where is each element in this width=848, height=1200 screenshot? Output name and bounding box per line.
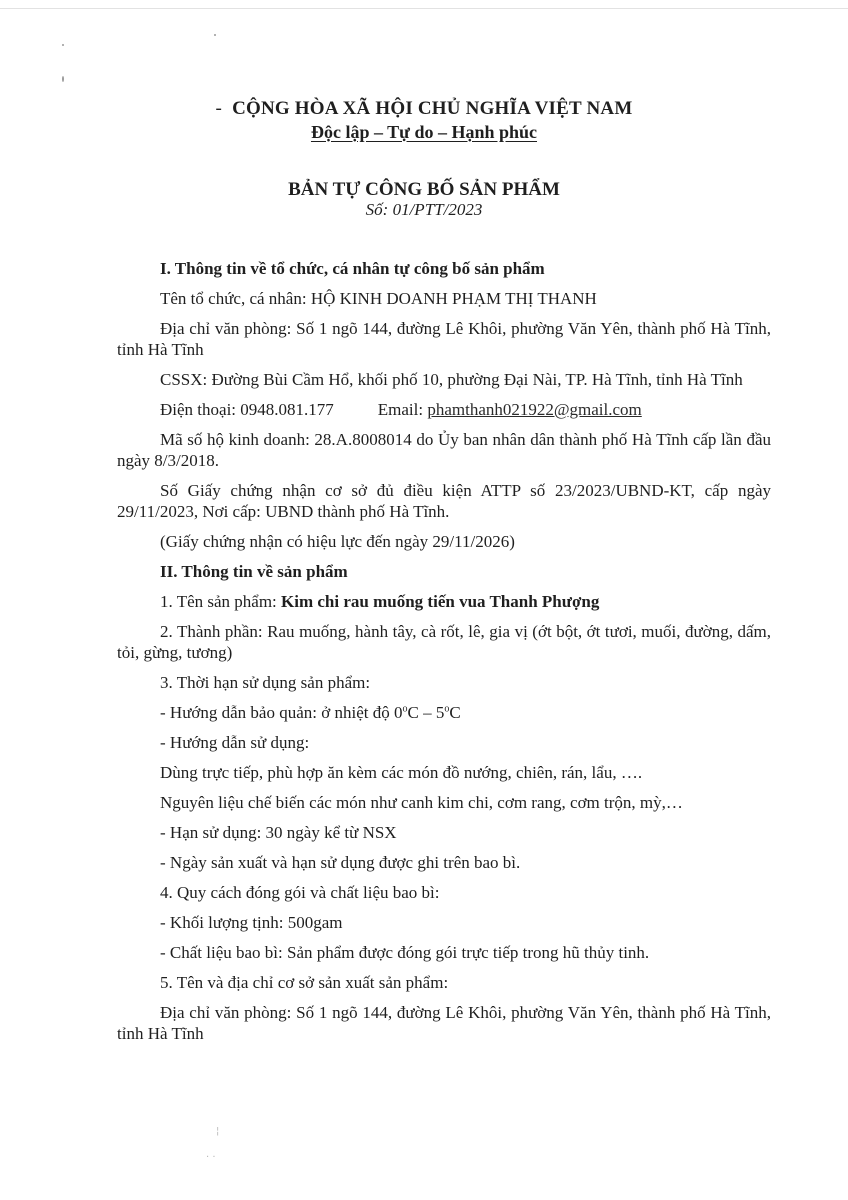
usage-line: Nguyên liệu chế biến các món như canh kim chi, cơm rang, cơm trộn, mỳ,… — [160, 793, 683, 812]
nation-name — [0, 98, 848, 120]
production-dates: - Ngày sản xuất và hạn sử dụng được ghi trên bao bì. — [160, 853, 521, 872]
facility-address: Địa chỉ văn phòng: Số 1 ngõ 144, đường Lê Khôi, phường Văn Yên, thành phố Hà Tĩnh, tỉnh Hà Tĩnh — [117, 1003, 771, 1043]
email-label: Email: — [377, 400, 428, 419]
degree-mark: o — [444, 703, 450, 715]
packaging-material: - Chất liệu bao bì: Sản phẩm được đóng gói trực tiếp trong hũ thủy tinh. — [160, 943, 650, 962]
scan-edge-line — [0, 8, 848, 9]
degree-mark: o — [402, 703, 408, 715]
product-name-line — [117, 591, 771, 612]
packaging-heading: 4. Quy cách đóng gói và chất liệu bao bì: — [160, 883, 440, 902]
net-weight: - Khối lượng tịnh: 500gam — [160, 913, 343, 932]
food-safety-certificate: Số Giấy chứng nhận cơ sở đủ điều kiện ATTP số 23/2023/UBND-KT, cấp ngày 29/11/2023, Nơi cấp: UBND thành phố Hà Tĩnh. — [117, 481, 771, 521]
certificate-validity: (Giấy chứng nhận có hiệu lực đến ngày 29/11/2026) — [160, 532, 515, 551]
ingredients: 2. Thành phần: Rau muống, hành tây, cà rốt, lê, gia vị (ớt bột, ớt tươi, muối, đường, dấm, tỏi, gừng, tương) — [117, 622, 771, 662]
nation-text: CỘNG HÒA XÃ HỘI CHỦ NGHĨA VIỆT NAM — [232, 98, 633, 119]
storage-instructions — [117, 702, 771, 723]
business-code: Mã số hộ kinh doanh: 28.A.8008014 do Ủy ban nhân dân thành phố Hà Tĩnh cấp lần đầu ngày 8/3/2018. — [117, 430, 771, 470]
product-name-label: 1. Tên sản phẩm: — [160, 592, 282, 611]
scan-mark: - — [215, 98, 223, 119]
storage-text: C — [449, 703, 461, 722]
email-link[interactable]: phamthanh021922@gmail.com — [427, 400, 642, 419]
usage-line: Dùng trực tiếp, phù hợp ăn kèm các món đồ nướng, chiên, rán, lẩu, …. — [160, 763, 643, 782]
org-name: Tên tổ chức, cá nhân: HỘ KINH DOANH PHẠM THỊ THANH — [160, 289, 597, 308]
document-body — [117, 258, 771, 1053]
document-number: Số: 01/PTT/2023 — [365, 200, 483, 219]
scan-speck — [62, 44, 64, 46]
section-1-heading: I. Thông tin về tổ chức, cá nhân tự công bố sản phẩm — [160, 259, 545, 278]
scan-mark: · · — [206, 1152, 216, 1163]
storage-text: - Hướng dẫn bảo quản: ở nhiệt độ 0 — [160, 703, 403, 722]
phone: Điện thoại: 0948.081.177 — [160, 400, 334, 419]
contact-line — [117, 399, 771, 420]
production-address: CSSX: Đường Bùi Cầm Hổ, khối phố 10, phường Đại Nài, TP. Hà Tĩnh, tỉnh Hà Tĩnh — [160, 370, 743, 389]
facility-heading: 5. Tên và địa chỉ cơ sở sản xuất sản phẩm: — [160, 973, 449, 992]
shelf-life-heading: 3. Thời hạn sử dụng sản phẩm: — [160, 673, 371, 692]
scan-mark: ¦ — [216, 1126, 220, 1137]
expiry: - Hạn sử dụng: 30 ngày kể từ NSX — [160, 823, 397, 842]
usage-heading: - Hướng dẫn sử dụng: — [160, 733, 310, 752]
section-2-heading: II. Thông tin về sản phẩm — [160, 562, 348, 581]
national-header — [0, 98, 848, 143]
product-name: Kim chi rau muống tiến vua Thanh Phượng — [281, 592, 600, 611]
national-motto: Độc lập – Tự do – Hạnh phúc — [310, 122, 538, 142]
scan-speck — [62, 76, 64, 82]
storage-text: C – 5 — [407, 703, 445, 722]
scan-speck — [214, 34, 216, 36]
document-title: BẢN TỰ CÔNG BỐ SẢN PHẨM — [288, 179, 560, 200]
office-address: Địa chỉ văn phòng: Số 1 ngõ 144, đường Lê Khôi, phường Văn Yên, thành phố Hà Tĩnh, tỉnh Hà Tĩnh — [117, 319, 771, 359]
